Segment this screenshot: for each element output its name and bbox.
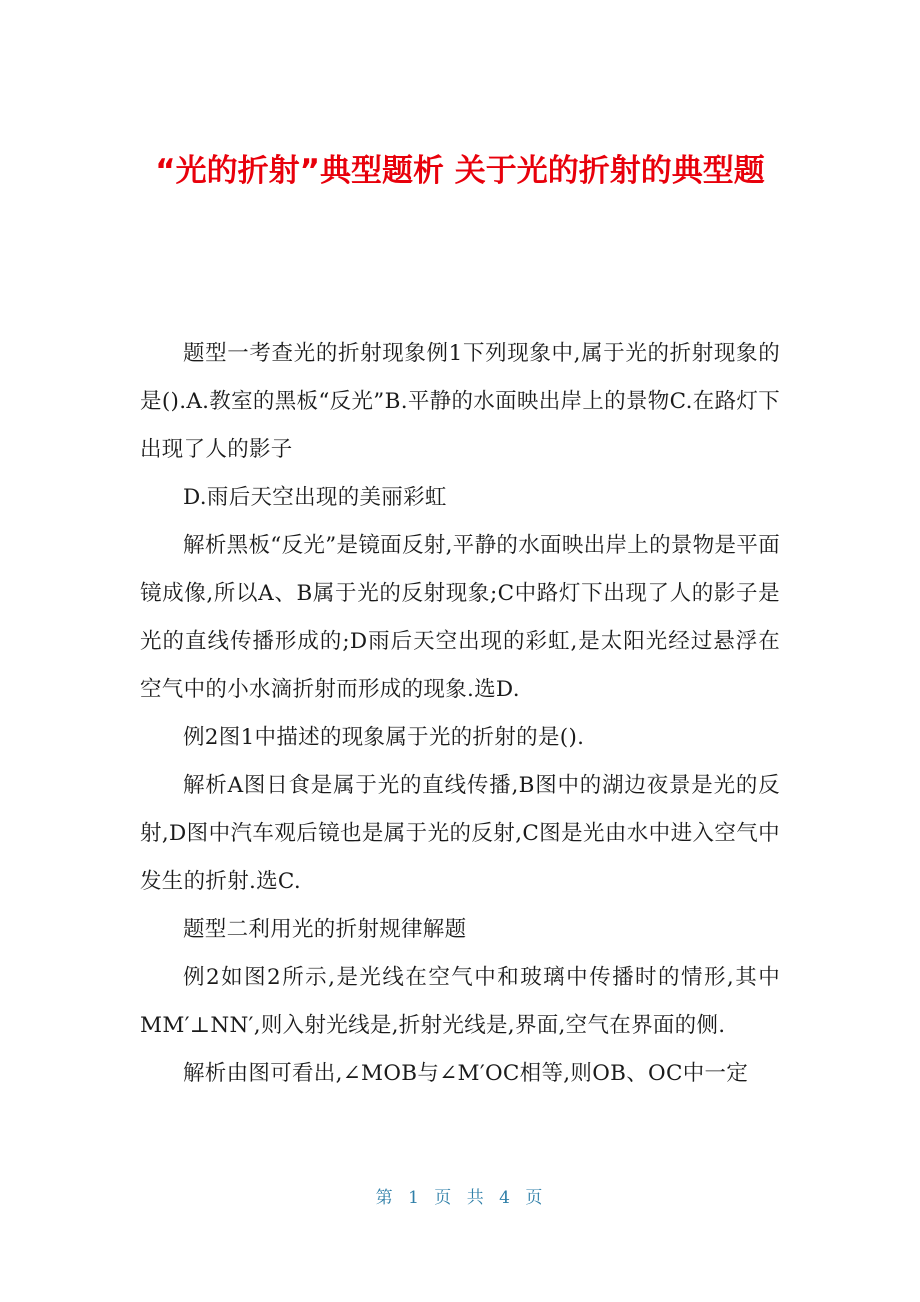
paragraph: 例2图1中描述的现象属于光的折射的是(). — [183, 725, 585, 750]
paragraph: 题型一考查光的折射现象例1下列现象中,属于光的折射现象的是().A.教室的黑板“反光”B.平静的水面映出岸上的景物C.在路灯下出现了人的影子 — [140, 341, 780, 462]
paragraph: D.雨后天空出现的美丽彩虹 — [183, 485, 447, 510]
document-body — [140, 330, 780, 1098]
paragraph: 解析由图可看出,∠MOB与∠M′OC相等,则OB、OC中一定 — [183, 1061, 749, 1086]
paragraph: 解析黑板“反光”是镜面反射,平静的水面映出岸上的景物是平面镜成像,所以A、B属于光的反射现象;C中路灯下出现了人的影子是光的直线传播形成的;D雨后天空出现的彩虹,是太阳光经过悬浮在空气中的小水滴折射而形成的现象.选D. — [140, 533, 780, 702]
paragraph: 解析A图日食是属于光的直线传播,B图中的湖边夜景是光的反射,D图中汽车观后镜也是属于光的反射,C图是光由水中进入空气中发生的折射.选C. — [140, 773, 780, 894]
paragraph: 例2如图2所示,是光线在空气中和玻璃中传播时的情形,其中MM′⊥NN′,则入射光线是,折射光线是,界面,空气在界面的侧. — [140, 965, 780, 1038]
paragraph: 题型二利用光的折射规律解题 — [183, 917, 467, 942]
document-title: “光的折射”典型题析 关于光的折射的典型题 — [155, 153, 765, 189]
page-number-footer: 第 1 页 共 4 页 — [375, 1188, 545, 1208]
